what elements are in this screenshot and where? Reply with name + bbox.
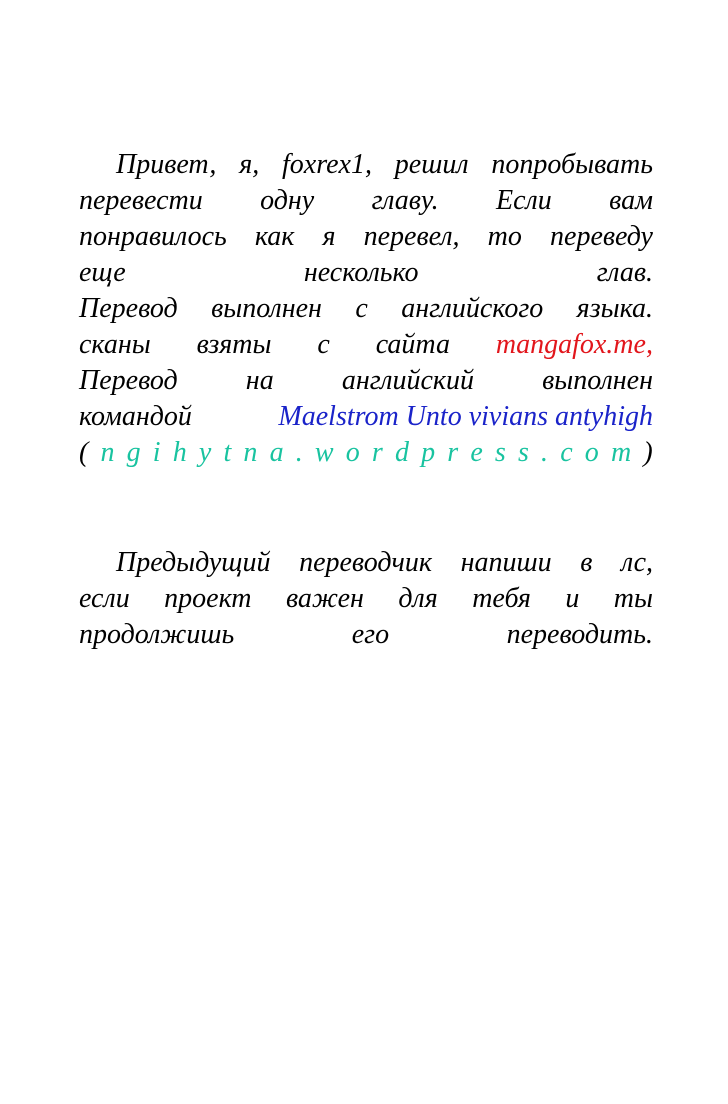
- word: в: [580, 547, 593, 578]
- word: и: [565, 583, 580, 614]
- word: я,: [239, 149, 260, 180]
- word: сканы: [79, 329, 151, 360]
- wordpress-letter: .: [295, 437, 303, 468]
- word: переводить.: [506, 619, 653, 650]
- wordpress-letter: o: [584, 437, 599, 468]
- word: командой: [79, 401, 192, 432]
- intro-line-6: [79, 327, 653, 363]
- word: с: [355, 293, 368, 324]
- word: с: [317, 329, 330, 360]
- wordpress-letter: r: [371, 437, 383, 468]
- word: несколько: [303, 257, 419, 288]
- wordpress-letter: .: [541, 437, 549, 468]
- word: для: [398, 583, 438, 614]
- wordpress-letter: i: [152, 437, 161, 468]
- word: переводчик: [299, 547, 432, 578]
- request-paragraph: [79, 545, 653, 653]
- word: сайта: [375, 329, 450, 360]
- close-paren: ): [643, 437, 653, 468]
- intro-line-2: [79, 183, 653, 219]
- word: Предыдущий: [116, 547, 271, 578]
- request-line-3: [79, 617, 653, 653]
- word: еще: [79, 257, 126, 288]
- word: то: [487, 221, 522, 252]
- word: Если: [496, 185, 552, 216]
- word: как: [254, 221, 295, 252]
- word: решил: [394, 149, 469, 180]
- word: я: [322, 221, 336, 252]
- wordpress-letter: e: [470, 437, 483, 468]
- word: языка.: [576, 293, 653, 324]
- intro-line-1: [79, 147, 653, 183]
- word: взяты: [196, 329, 272, 360]
- wordpress-letter: s: [517, 437, 529, 468]
- wordpress-letter: n: [243, 437, 258, 468]
- word: лс,: [621, 547, 653, 578]
- request-line-1: [79, 545, 653, 581]
- word: выполнен: [542, 365, 653, 396]
- word: английского: [401, 293, 544, 324]
- word: перевести: [79, 185, 203, 216]
- word: попробывать: [491, 149, 653, 180]
- intro-line-3: [79, 219, 653, 255]
- wordpress-letter: d: [394, 437, 409, 468]
- word: английский: [341, 365, 475, 396]
- word: на: [245, 365, 274, 396]
- word: напиши: [460, 547, 552, 578]
- word: если: [79, 583, 130, 614]
- username: foxrex1,: [282, 149, 372, 180]
- wordpress-letter: p: [421, 437, 436, 468]
- word: выполнен: [211, 293, 322, 324]
- word: глав.: [596, 257, 653, 288]
- word: Перевод: [79, 365, 178, 396]
- word: важен: [285, 583, 364, 614]
- intro-line-5: [79, 291, 653, 327]
- word: ты: [613, 583, 653, 614]
- word: Привет,: [116, 149, 217, 180]
- wordpress-letter: s: [494, 437, 506, 468]
- wordpress-letter: h: [172, 437, 187, 468]
- wordpress-letter: g: [126, 437, 141, 468]
- wordpress-letter: o: [345, 437, 360, 468]
- open-paren: (: [79, 437, 89, 468]
- mangafox-site-name: mangafox.me,: [495, 329, 653, 360]
- wordpress-letter: t: [223, 437, 232, 468]
- team-name: Maelstrom Unto vivians antyhigh: [278, 401, 653, 432]
- wordpress-letter: w: [314, 437, 334, 468]
- word: главу.: [371, 185, 439, 216]
- request-line-2: [79, 581, 653, 617]
- intro-paragraph: [79, 147, 653, 471]
- wordpress-letter: c: [560, 437, 573, 468]
- intro-line-7: [79, 363, 653, 399]
- intro-line-8: [79, 399, 653, 435]
- word: переведу: [550, 221, 653, 252]
- wordpress-letter: m: [610, 437, 632, 468]
- word: тебя: [472, 583, 531, 614]
- word: его: [351, 619, 390, 650]
- word: перевел,: [363, 221, 460, 252]
- word: понравилось: [79, 221, 227, 252]
- wordpress-letter: a: [269, 437, 284, 468]
- intro-line-4: [79, 255, 653, 291]
- word: вам: [609, 185, 653, 216]
- wordpress-line: [79, 435, 653, 471]
- word: одну: [260, 185, 315, 216]
- word: продолжишь: [79, 619, 235, 650]
- wordpress-letter: y: [198, 437, 212, 468]
- wordpress-letter: r: [447, 437, 459, 468]
- wordpress-letter: n: [100, 437, 115, 468]
- word: Перевод: [79, 293, 178, 324]
- word: проект: [164, 583, 252, 614]
